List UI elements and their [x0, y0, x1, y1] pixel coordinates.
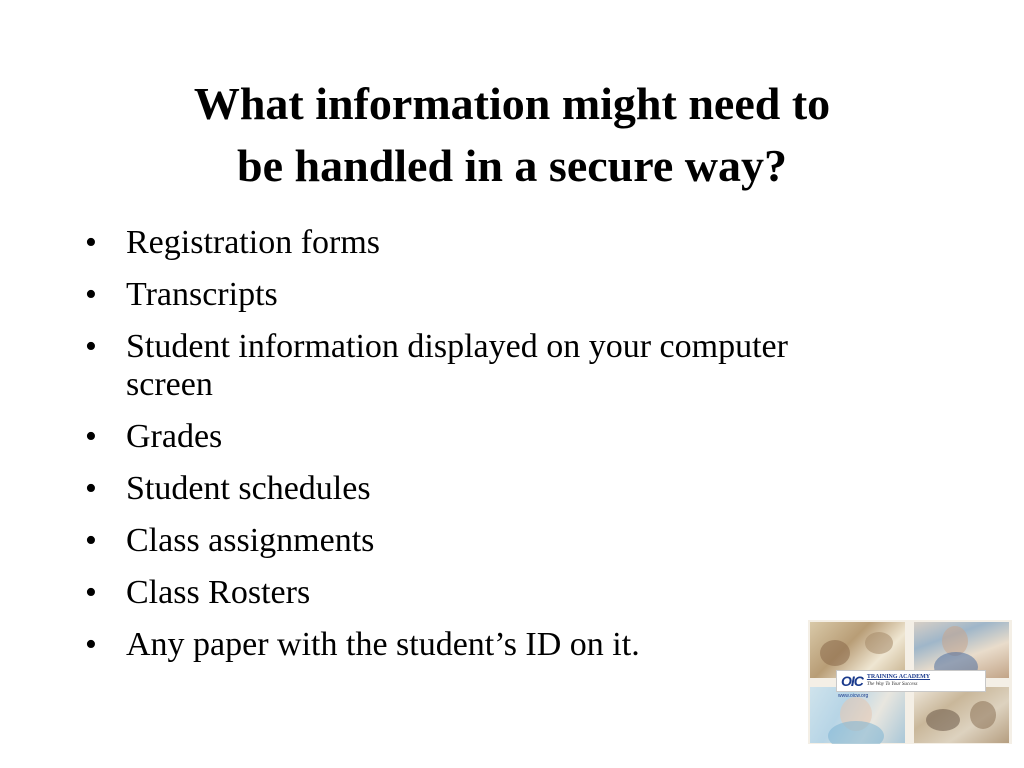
bullet-item: • Class assignments [85, 522, 805, 560]
oic-tagline: The Way To Your Success [866, 682, 918, 687]
bullet-item: • Class Rosters [85, 574, 805, 612]
bullet-item: • Any paper with the student’s ID on it. [85, 626, 805, 664]
bullet-item: • Student information displayed on your computer screen [85, 328, 805, 404]
oic-mark: OIC [841, 673, 863, 689]
bullet-list [85, 224, 805, 678]
oic-url: www.oicw.org [838, 693, 869, 699]
bullet-item: • Registration forms [85, 224, 805, 262]
bullet-item: • Student schedules [85, 470, 805, 508]
slide-title-line-1: What information might need to [193, 78, 831, 129]
oic-logo [836, 670, 986, 692]
bullet-item: • Transcripts [85, 276, 805, 314]
oic-training-academy: TRAINING ACADEMY [866, 674, 931, 680]
oic-logo-collage [808, 620, 1012, 744]
bullet-item: • Grades [85, 418, 805, 456]
slide-title-line-2: be handled in a secure way? [237, 140, 787, 191]
lab-photo [914, 687, 1009, 743]
slide-title [70, 73, 954, 197]
